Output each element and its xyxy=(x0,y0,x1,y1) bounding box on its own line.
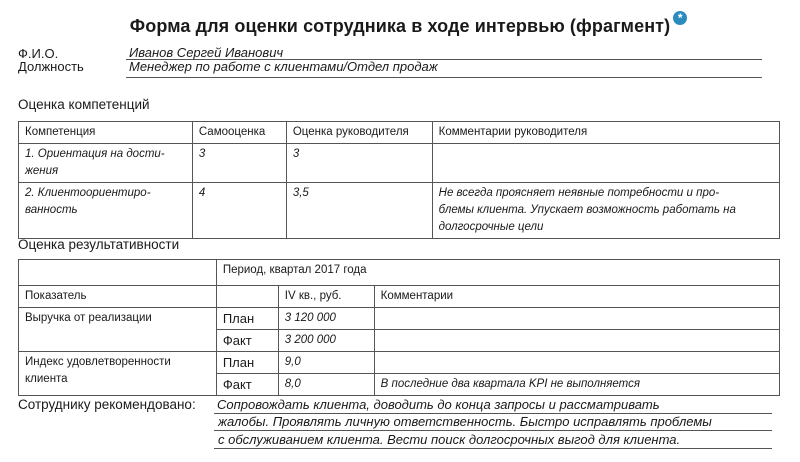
table-row xyxy=(19,352,780,374)
manager-score[interactable]: 3,5 xyxy=(286,183,432,239)
position-value[interactable]: Менеджер по работе с клиентами/Отдел продаж xyxy=(129,59,438,74)
asterisk-icon: * xyxy=(673,11,687,25)
header-self-assessment: Самооценка xyxy=(192,122,286,144)
manager-comment[interactable] xyxy=(432,144,779,183)
header-manager-comments: Комментарии руководителя xyxy=(432,122,779,144)
performance-table xyxy=(18,259,780,396)
header-comments: Комментарии xyxy=(374,286,779,308)
self-score[interactable]: 4 xyxy=(192,183,286,239)
plan-comment[interactable] xyxy=(374,352,779,374)
manager-score[interactable]: 3 xyxy=(286,144,432,183)
period-label: Период, квартал 2017 года xyxy=(216,260,779,286)
table-header-row xyxy=(19,286,780,308)
self-score[interactable]: 3 xyxy=(192,144,286,183)
fact-comment[interactable]: В последние два квартала KPI не выполняется xyxy=(374,374,779,396)
fact-comment[interactable] xyxy=(374,330,779,352)
table-row xyxy=(19,144,780,183)
header-quarter: IV кв., руб. xyxy=(278,286,374,308)
fio-value[interactable]: Иванов Сергей Иванович xyxy=(129,45,284,60)
competency-name: 2. Клиентоориентиро- ванность xyxy=(19,183,193,239)
recommendation-line[interactable]: с обслуживанием клиента. Вести поиск долгосрочных выгод для клиента. xyxy=(218,432,681,447)
recommendation-underline xyxy=(214,448,772,449)
performance-section-title: Оценка результативности xyxy=(18,237,180,252)
competencies-section-title: Оценка компетенций xyxy=(18,97,150,112)
table-row xyxy=(19,183,780,239)
fact-value[interactable]: 8,0 xyxy=(278,374,374,396)
indicator-name: Выручка от реализации xyxy=(19,308,217,352)
plan-value[interactable]: 3 120 000 xyxy=(278,308,374,330)
period-row xyxy=(19,260,780,286)
fact-label: Факт xyxy=(216,374,278,396)
fact-label: Факт xyxy=(216,330,278,352)
competencies-table xyxy=(18,121,780,239)
recommendation-line[interactable]: Сопровождать клиента, доводить до конца запросы и рассматривать xyxy=(217,397,660,412)
plan-comment[interactable] xyxy=(374,308,779,330)
competency-name: 1. Ориентация на дости- жения xyxy=(19,144,193,183)
recommendation-underline xyxy=(214,430,772,431)
plan-label: План xyxy=(216,352,278,374)
header-indicator: Показатель xyxy=(19,286,217,308)
plan-label: План xyxy=(216,308,278,330)
manager-comment[interactable]: Не всегда проясняет неявные потребности и про- блемы клиента. Упускает возможность работать на долгосрочные цели xyxy=(432,183,779,239)
table-row xyxy=(19,308,780,330)
plan-value[interactable]: 9,0 xyxy=(278,352,374,374)
title-text: Форма для оценки сотрудника в ходе интервью (фрагмент) xyxy=(129,16,671,36)
recommendation-label: Сотруднику рекомендовано: xyxy=(18,397,196,412)
position-label: Должность xyxy=(18,59,84,74)
fio-label: Ф.И.О. xyxy=(18,46,59,61)
recommendation-line[interactable]: жалобы. Проявлять личную ответственность. Быстро исправлять проблемы xyxy=(218,414,712,429)
indicator-name: Индекс удовлетворенности клиента xyxy=(19,352,217,396)
page-title xyxy=(0,11,800,37)
position-underline xyxy=(126,77,762,78)
header-manager-assessment: Оценка руководителя xyxy=(286,122,432,144)
header-competency: Компетенция xyxy=(19,122,193,144)
table-header-row xyxy=(19,122,780,144)
fact-value[interactable]: 3 200 000 xyxy=(278,330,374,352)
